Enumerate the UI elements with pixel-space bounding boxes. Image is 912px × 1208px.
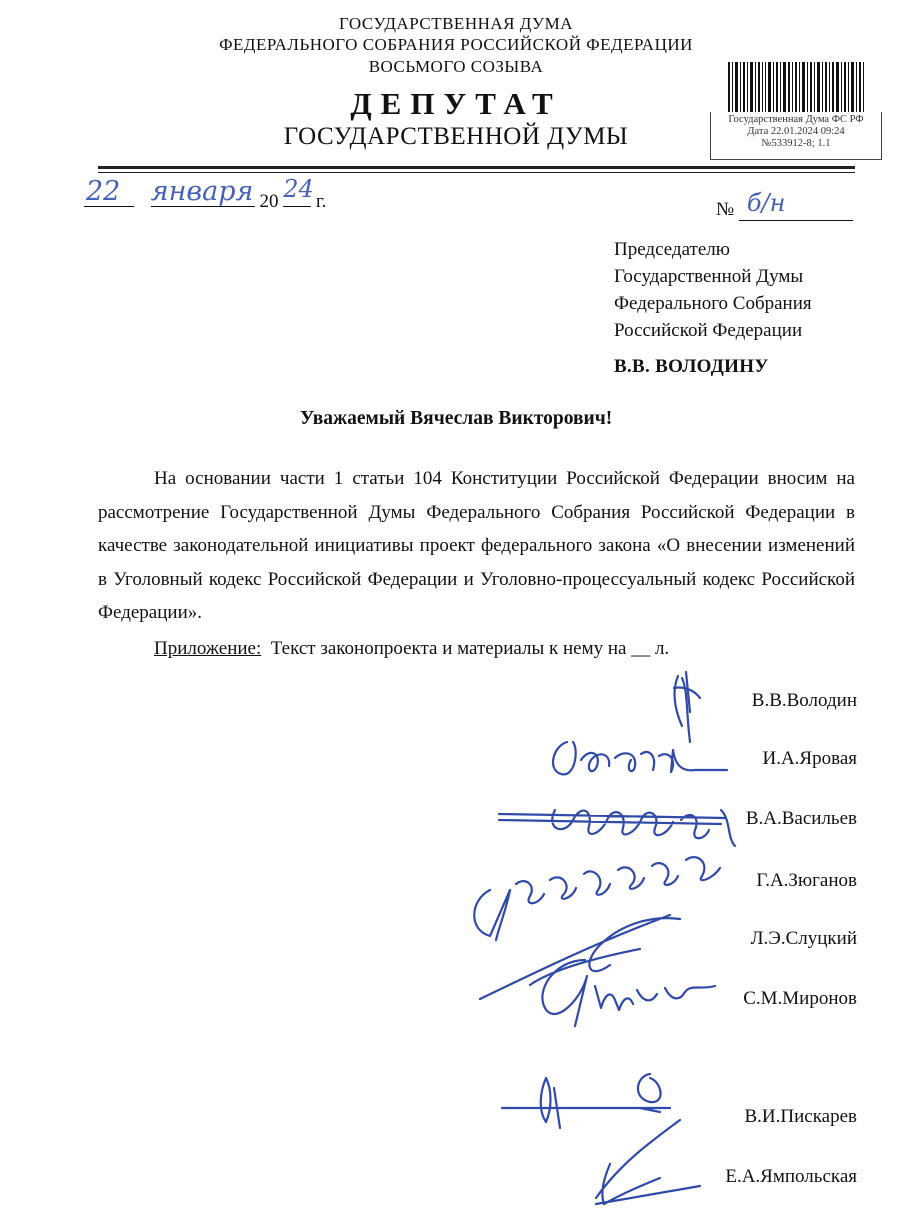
signer-name-3: В.А.Васильев	[745, 808, 857, 829]
addressee	[614, 236, 812, 344]
signer-name-2: И.А.Яровая	[762, 748, 857, 769]
stamp-line-2: Дата 22.01.2024 09:24	[747, 126, 845, 137]
addressee-line-1: Председателю	[614, 239, 730, 260]
signature-mironov-icon	[515, 950, 725, 1030]
barcode-icon	[726, 62, 866, 112]
doc-number-value: б/н	[746, 189, 786, 217]
attachment-line	[154, 638, 669, 660]
signer-name-8: Е.А.Ямпольская	[725, 1166, 857, 1187]
signer-name-6: С.М.Миронов	[743, 988, 857, 1009]
signer-name-4: Г.А.Зюганов	[756, 870, 857, 891]
date-year-suffix: 24	[283, 175, 314, 203]
signature-yarovaya-icon	[545, 730, 735, 790]
greeting: Уважаемый Вячеслав Викторович!	[300, 408, 613, 429]
doc-number	[716, 189, 853, 221]
date-day: 22	[86, 176, 121, 207]
signer-name-5: Л.Э.Слуцкий	[750, 928, 857, 949]
date-month: января	[150, 176, 254, 207]
signature-piskarev-icon	[500, 1068, 710, 1208]
header-line-3: ВОСЬМОГО СОЗЫВА	[368, 57, 544, 76]
addressee-line-2: Государственной Думы	[614, 266, 804, 287]
date-suffix: г.	[316, 191, 327, 212]
date-year-field	[283, 175, 314, 207]
date-month-field	[150, 176, 255, 207]
header-line-1: ГОСУДАРСТВЕННАЯ ДУМА	[339, 14, 573, 33]
stamp-line-3: №533912-8; 1.1	[761, 138, 831, 149]
signer-name-7: В.И.Пискарев	[744, 1106, 857, 1127]
stamp-text	[710, 114, 882, 150]
letter-body: На основании части 1 статьи 104 Конституции Российской Федерации вносим на рассмотрение Государственной Думы Федерального Собрания Российской Федерации в качестве законодательной инициативы проект федерального закона «О внесении изменений в Уголовный кодекс Российской Федерации и Уголовно-процессуальный кодекс Российской Федерации».	[98, 468, 855, 623]
signer-name-1: В.В.Володин	[751, 690, 857, 711]
header-title: ДЕПУТАТ	[350, 86, 562, 121]
stamp-line-1: Государственная Дума ФС РФ	[728, 114, 864, 125]
registration-stamp	[710, 58, 882, 160]
header-rule-thin	[98, 172, 855, 173]
date-line	[84, 175, 327, 213]
addressee-line-3: Федерального Собрания	[614, 293, 812, 314]
addressee-line-4: Российской Федерации	[614, 320, 803, 341]
header-subtitle: ГОСУДАРСТВЕННОЙ ДУМЫ	[283, 123, 629, 150]
addressee-name: В.В. ВОЛОДИНУ	[614, 356, 769, 377]
attachment-label: Приложение:	[154, 638, 262, 659]
header-line-2: ФЕДЕРАЛЬНОГО СОБРАНИЯ РОССИЙСКОЙ ФЕДЕРАЦИИ	[219, 35, 693, 54]
date-day-field	[84, 176, 134, 207]
doc-number-field	[739, 189, 853, 221]
header-rule-thick	[98, 166, 855, 169]
doc-number-label: №	[716, 199, 735, 220]
date-year-prefix: 20	[259, 191, 279, 212]
attachment-text: Текст законопроекта и материалы к нему на __ л.	[270, 638, 670, 659]
